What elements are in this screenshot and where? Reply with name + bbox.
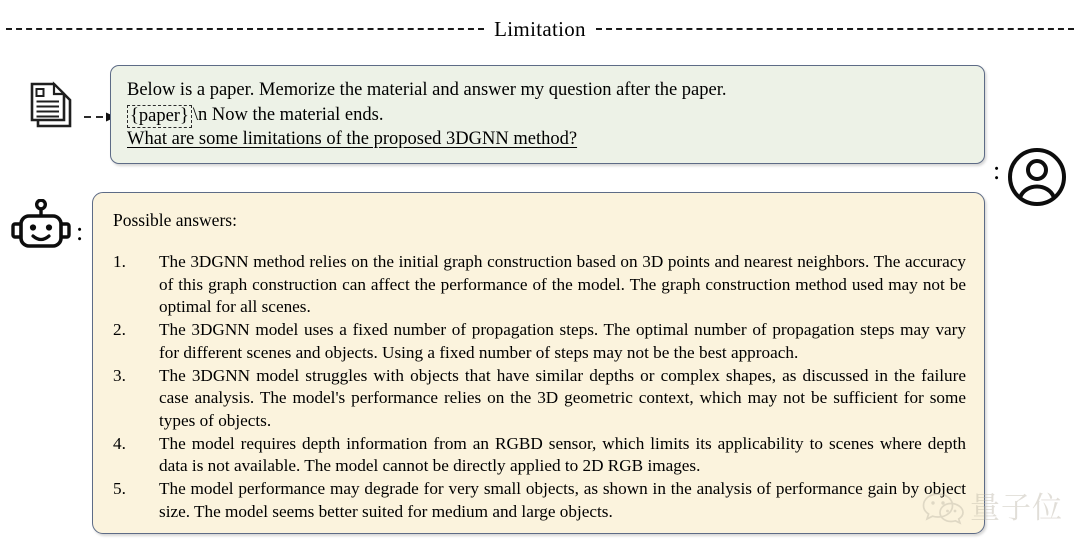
user-question-line: What are some limitations of the proposed 3DGNN method? — [127, 129, 578, 149]
list-item — [113, 365, 966, 433]
user-line-2-tail: \n Now the material ends. — [192, 104, 384, 125]
paper-placeholder-token[interactable]: {paper} — [127, 105, 192, 128]
watermark-text: 量子位 — [970, 491, 1063, 526]
list-item-text: The model requires depth information from an RGBD sensor, which limits its applicability to scenes where depth data is not available. The model cannot be directly applied to 2D RGB images. — [159, 433, 966, 476]
list-item-text: The 3DGNN model uses a fixed number of propagation steps. The optimal number of propagation steps may vary for different scenes and objects. Using a fixed number of steps may not be the best approach. — [159, 320, 966, 362]
user-colon: : — [993, 156, 1001, 185]
assistant-message-bubble[interactable] — [92, 192, 985, 534]
list-item — [113, 319, 966, 364]
list-item — [113, 478, 966, 523]
list-item-text: The 3DGNN model struggles with objects that have similar depths or complex shapes, as discussed in the failure case analysis. The model's performance relies on the 3D geometric context, which may not be sufficient for some types of objects. — [159, 365, 966, 430]
list-item-number: 2. — [113, 320, 126, 340]
answers-heading: Possible answers: — [113, 210, 237, 230]
user-message-bubble[interactable] — [110, 65, 985, 164]
user-line-1: Below is a paper. Memorize the material and answer my question after the paper. — [127, 80, 727, 100]
list-item-text: The 3DGNN method relies on the initial graph construction based on 3D points and nearest neighbors. The accuracy of this graph construction can affect the performance of the model. The graph construction method used may not be optimal for all scenes. — [159, 252, 966, 317]
list-item-number: 3. — [113, 365, 126, 385]
answers-list — [113, 251, 966, 523]
section-header — [0, 14, 1080, 44]
list-item-text: The model performance may degrade for very small objects, as shown in the analysis of performance gain by object size. The model seems better suited for medium and large objects. — [159, 479, 966, 521]
divider-right — [596, 28, 1074, 30]
user-line-2 — [127, 103, 968, 128]
user-avatar-icon — [1006, 146, 1068, 208]
page-title: Limitation — [494, 16, 586, 41]
robot-head-icon — [10, 199, 72, 255]
list-item-number: 5. — [113, 479, 126, 499]
list-item — [113, 433, 966, 478]
documents-stack-icon — [22, 74, 84, 136]
list-item-number: 1. — [113, 252, 126, 271]
divider-left — [6, 28, 484, 30]
list-item — [113, 251, 966, 319]
assistant-colon: : — [76, 217, 84, 246]
list-item-number: 4. — [113, 433, 126, 453]
